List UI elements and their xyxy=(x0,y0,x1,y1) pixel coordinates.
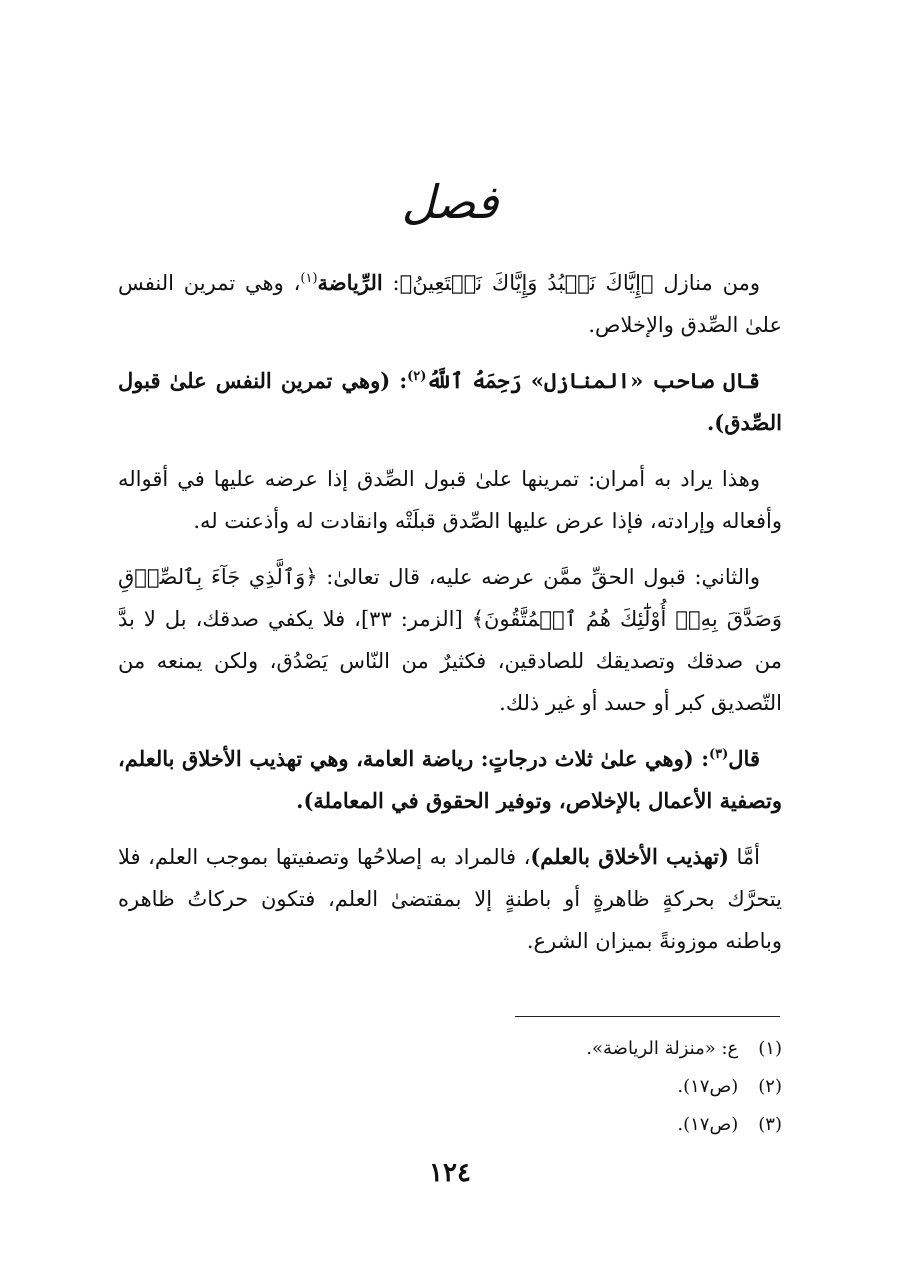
paragraph-text: قال صاحب «المنازل» رَحِمَهُ ٱللَّهُ xyxy=(426,368,760,393)
footnote-text: ع: «منزلة الرياضة». xyxy=(586,1038,739,1059)
footnote-ref: (١) xyxy=(300,271,318,286)
keyword: الرِّياضة xyxy=(317,270,383,295)
footnote-number: (٣) xyxy=(758,1114,782,1135)
paragraph-text: ومن منازل xyxy=(653,271,760,295)
paragraph-text: : (وهي تمرين النفس علىٰ قبول الصِّدق). xyxy=(118,368,782,435)
paragraph-5 xyxy=(118,738,782,822)
footnote-ref: (٢) xyxy=(407,369,427,384)
paragraph-2 xyxy=(118,360,782,444)
paragraph-1 xyxy=(118,262,782,346)
footnote-item xyxy=(118,1030,782,1068)
footnote-number: (١) xyxy=(758,1038,782,1059)
footnote-item xyxy=(118,1106,782,1144)
paragraph-text: ، فالمراد به إصلاحُها وتصفيتها بموجب العلم، فلا يتحرَّك بحركةٍ ظاهرةٍ أو باطنةٍ إلا بمقتضىٰ العلم، فتكون حركاتُ ظاهره وباطنه موزونةً بميزان الشرع. xyxy=(118,845,782,953)
footnote-text: (ص١٧). xyxy=(677,1114,739,1135)
footnote-item xyxy=(118,1068,782,1106)
footnote-text: (ص١٧). xyxy=(677,1076,739,1097)
quran-verse: ﴿إِيَّاكَ نَعۡبُدُ وَإِيَّاكَ نَسۡتَعِينُ﴾ xyxy=(399,271,654,295)
quran-verse: ﴿وَٱلَّذِي جَآءَ بِٱلصِّدۡقِ وَصَدَّقَ بِهِۦٓ أُوْلَٰٓئِكَ هُمُ ٱلۡمُتَّقُونَ﴾ xyxy=(118,565,782,631)
section-heading: فصل xyxy=(401,175,499,229)
paragraph-text: قال xyxy=(728,746,760,771)
quoted-phrase: (تهذيب الأخلاق بالعلم) xyxy=(530,844,729,869)
footnotes xyxy=(118,1030,782,1144)
page-number: ١٢٤ xyxy=(429,1158,471,1188)
paragraph-3: وهذا يراد به أمران: تمرينها علىٰ قبول الصِّدق إذا عرضه عليها في أقواله وأفعاله وإرادته، فإذا عرض عليها الصِّدق قبلَتْه وانقادت له وأذعنت له. xyxy=(118,467,782,533)
body-text xyxy=(118,262,782,976)
paragraph-text: : (وهي علىٰ ثلاث درجاتٍ: رياضة العامة، وهي تهذيب الأخلاق بالعلم، وتصفية الأعمال بالإخلاص، وتوفير الحقوق في المعاملة). xyxy=(118,746,782,813)
paragraph-text: ، وهي تمرين النفس علىٰ الصِّدق والإخلاص. xyxy=(118,271,782,337)
verse-reference: [الزمر: ٣٣] xyxy=(360,607,472,631)
footnote-ref: (٣) xyxy=(709,747,729,762)
paragraph-6 xyxy=(118,836,782,962)
paragraph-text: : xyxy=(382,271,400,295)
paragraph-4 xyxy=(118,556,782,724)
paragraph-text: ، فلا يكفي صدقك، بل لا بدَّ من صدقك وتصديقك للصادقين، فكثيرٌ من النّاس يَصْدُق، ولكن يمنعه من التّصديق كبر أو حسد أو غير ذلك. xyxy=(118,607,782,715)
paragraph-text: أمَّا xyxy=(728,845,760,869)
footnote-number: (٢) xyxy=(758,1076,782,1097)
footnote-divider xyxy=(515,1016,780,1017)
paragraph-text: والثاني: قبول الحقِّ ممَّن عرضه عليه، قال تعالىٰ: xyxy=(317,565,760,589)
